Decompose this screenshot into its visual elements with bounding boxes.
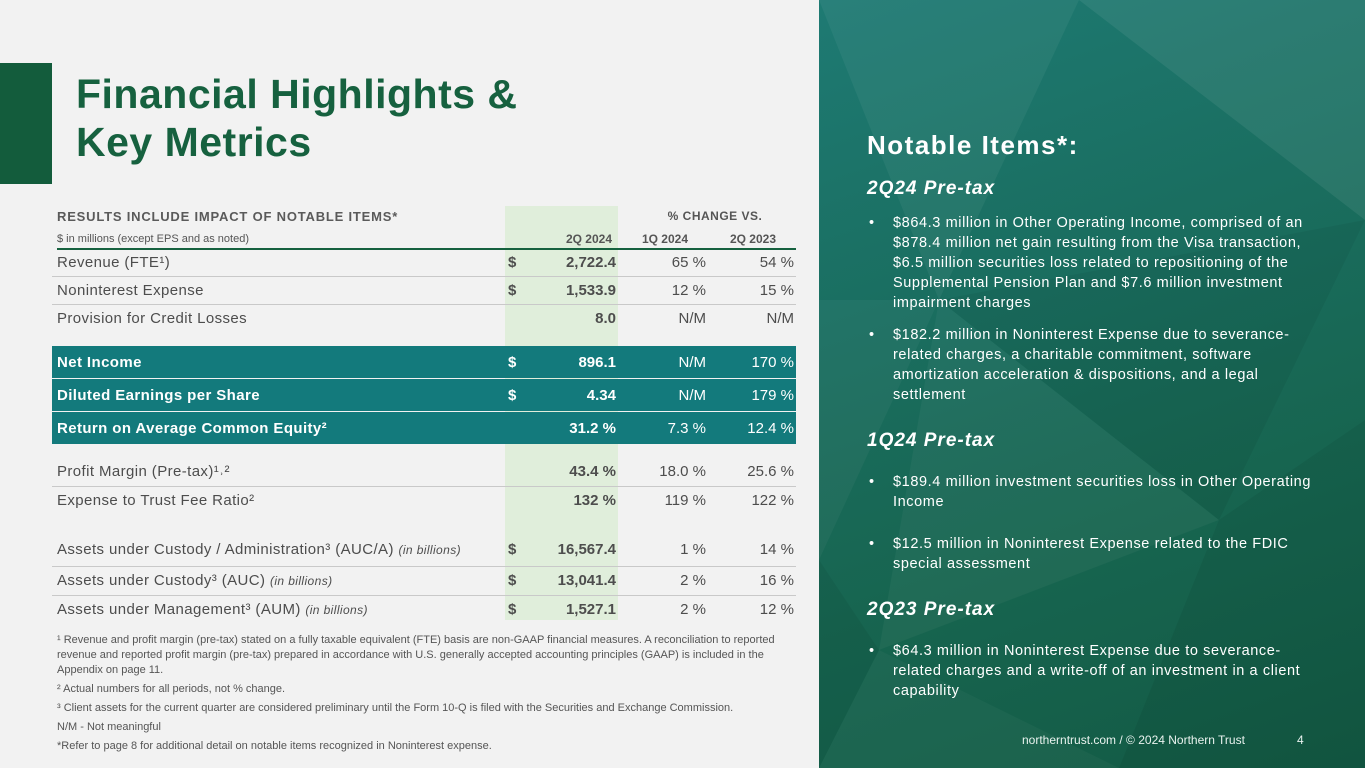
currency-symbol: $ — [508, 601, 517, 618]
table-row-expense-trust-fee-ratio — [52, 487, 796, 515]
table-row-diluted-eps — [52, 379, 796, 411]
value-2q2024: 31.2 % — [569, 420, 616, 437]
section-heading-2q24: 2Q24 Pre-tax — [867, 178, 996, 199]
notable-items-title: Notable Items*: — [867, 130, 1079, 160]
change-vs-2q2023: 25.6 % — [747, 463, 794, 480]
currency-symbol: $ — [508, 387, 517, 404]
change-vs-2q2023: 12.4 % — [747, 420, 794, 437]
table-header-title: RESULTS INCLUDE IMPACT OF NOTABLE ITEMS* — [57, 209, 399, 224]
page-number: 4 — [1297, 733, 1304, 747]
row-label: Expense to Trust Fee Ratio² — [57, 492, 255, 509]
change-vs-1q2024: 2 % — [680, 572, 706, 589]
change-vs-1q2024: 2 % — [680, 601, 706, 618]
currency-symbol: $ — [508, 282, 517, 299]
row-label: Revenue (FTE¹) — [57, 254, 171, 271]
table-row-revenue — [52, 249, 796, 277]
bullet-1q24-securities-loss: • $189.4 million investment securities loss in Other Operating Income — [893, 472, 1313, 512]
title-accent-bar — [0, 63, 52, 184]
row-label: Diluted Earnings per Share — [57, 387, 260, 404]
change-vs-2q2023: 14 % — [759, 541, 794, 558]
value-2q2024: 8.0 — [595, 310, 616, 327]
footer-copyright: northerntrust.com / © 2024 Northern Trust — [1022, 733, 1245, 747]
change-vs-2q2023: 54 % — [759, 254, 794, 271]
value-2q2024: 132 % — [573, 492, 616, 509]
row-label-text: Assets under Custody / Administration³ (AUC/A) — [57, 541, 394, 558]
bullet-2q24-other-income: • $864.3 million in Other Operating Income, comprised of an $878.4 million net gain resulting from the Visa transaction, $6.5 million securities loss related to repositioning of the Supplemental Pension Plan and $7.6 million investment impairment charges — [893, 213, 1313, 313]
currency-symbol: $ — [508, 354, 517, 371]
change-vs-1q2024: N/M — [678, 310, 706, 327]
row-label-text: Assets under Custody³ (AUC) — [57, 572, 266, 589]
row-unit-note: (in billions) — [269, 574, 333, 588]
value-2q2024: 13,041.4 — [557, 572, 616, 589]
bullet-1q24-fdic-assessment: • $12.5 million in Noninterest Expense related to the FDIC special assessment — [893, 534, 1313, 574]
row-label-text: Assets under Management³ (AUM) — [57, 601, 301, 618]
page-title — [76, 70, 518, 166]
table-row-auca — [52, 536, 796, 564]
value-2q2024: 896.1 — [578, 354, 616, 371]
row-label — [57, 541, 461, 558]
table-header-subtitle: $ in millions (except EPS and as noted) — [57, 233, 249, 245]
column-header-2q2024: 2Q 2024 — [565, 232, 612, 246]
row-label: Noninterest Expense — [57, 282, 204, 299]
value-2q2024: 1,527.1 — [565, 601, 616, 618]
value-2q2024: 2,722.4 — [565, 254, 616, 271]
table-row-provision-credit-losses — [52, 305, 796, 333]
row-unit-note: (in billions) — [398, 543, 461, 557]
bullet-2q24-noninterest-expense: • $182.2 million in Noninterest Expense due to severance-related charges, a charitable commitment, software amortization acceleration & dispositions, and a legal settlement — [893, 325, 1313, 405]
row-unit-note: (in billions) — [305, 603, 368, 617]
change-vs-1q2024: 7.3 % — [667, 420, 706, 437]
change-vs-2q2023: 122 % — [751, 492, 794, 509]
footnote-1: ¹ Revenue and profit margin (pre-tax) stated on a fully taxable equivalent (FTE) basis are non-GAAP financial measures. A reconciliation to reported revenue and reported profit margin (pre-tax) prepared in accordance with U.S. generally accepted accounting principles (GAAP) is included in the Appendix on page 11. — [57, 634, 775, 676]
percent-change-header: % CHANGE VS. — [667, 209, 763, 223]
table-row-net-income — [52, 346, 796, 378]
footnote-3: ³ Client assets for the current quarter are considered preliminary until the Form 10-Q is filed with the Securities and Exchange Commission. — [57, 702, 734, 714]
change-vs-1q2024: 65 % — [671, 254, 706, 271]
change-vs-1q2024: 1 % — [680, 541, 706, 558]
table-row-profit-margin — [52, 458, 796, 486]
table-row-return-on-equity — [52, 412, 796, 444]
value-2q2024: 1,533.9 — [565, 282, 616, 299]
change-vs-1q2024: N/M — [678, 354, 706, 371]
change-vs-1q2024: N/M — [678, 387, 706, 404]
change-vs-2q2023: 15 % — [759, 282, 794, 299]
change-vs-2q2023: 170 % — [751, 354, 794, 371]
page-title-line2: Key Metrics — [76, 119, 312, 165]
value-2q2024: 16,567.4 — [557, 541, 616, 558]
section-heading-1q24: 1Q24 Pre-tax — [867, 430, 996, 451]
footnote-notable: *Refer to page 8 for additional detail on notable items recognized in Noninterest expense. — [57, 740, 492, 752]
row-label — [57, 601, 368, 618]
change-vs-1q2024: 119 % — [664, 492, 706, 509]
footnote-2: ² Actual numbers for all periods, not % change. — [57, 683, 286, 695]
table-row-aum — [52, 596, 796, 624]
change-vs-2q2023: 16 % — [759, 572, 794, 589]
column-header-2q2023: 2Q 2023 — [729, 232, 776, 246]
footnote-nm: N/M - Not meaningful — [57, 721, 161, 733]
change-vs-1q2024: 18.0 % — [659, 463, 706, 480]
table-row-auc — [52, 567, 796, 595]
row-label — [57, 572, 333, 589]
footnotes — [57, 633, 797, 758]
row-label: Net Income — [57, 354, 142, 371]
currency-symbol: $ — [508, 572, 517, 589]
change-vs-1q2024: 12 % — [671, 282, 706, 299]
section-heading-2q23: 2Q23 Pre-tax — [867, 599, 996, 620]
currency-symbol: $ — [508, 541, 517, 558]
bullet-2q23-noninterest-expense: • $64.3 million in Noninterest Expense due to severance-related charges and a write-off of an investment in a client capability — [893, 641, 1313, 701]
value-2q2024: 4.34 — [586, 387, 616, 404]
change-vs-2q2023: N/M — [766, 310, 794, 327]
change-vs-2q2023: 179 % — [751, 387, 794, 404]
row-label: Provision for Credit Losses — [57, 310, 248, 327]
change-vs-2q2023: 12 % — [759, 601, 794, 618]
value-2q2024: 43.4 % — [569, 463, 616, 480]
column-header-1q2024: 1Q 2024 — [641, 232, 688, 246]
row-label: Return on Average Common Equity² — [57, 420, 328, 437]
notable-items-panel — [819, 0, 1365, 768]
table-row-noninterest-expense — [52, 277, 796, 305]
page-title-line1: Financial Highlights & — [76, 71, 518, 117]
row-label: Profit Margin (Pre-tax)¹˒² — [57, 463, 230, 480]
currency-symbol: $ — [508, 254, 517, 271]
